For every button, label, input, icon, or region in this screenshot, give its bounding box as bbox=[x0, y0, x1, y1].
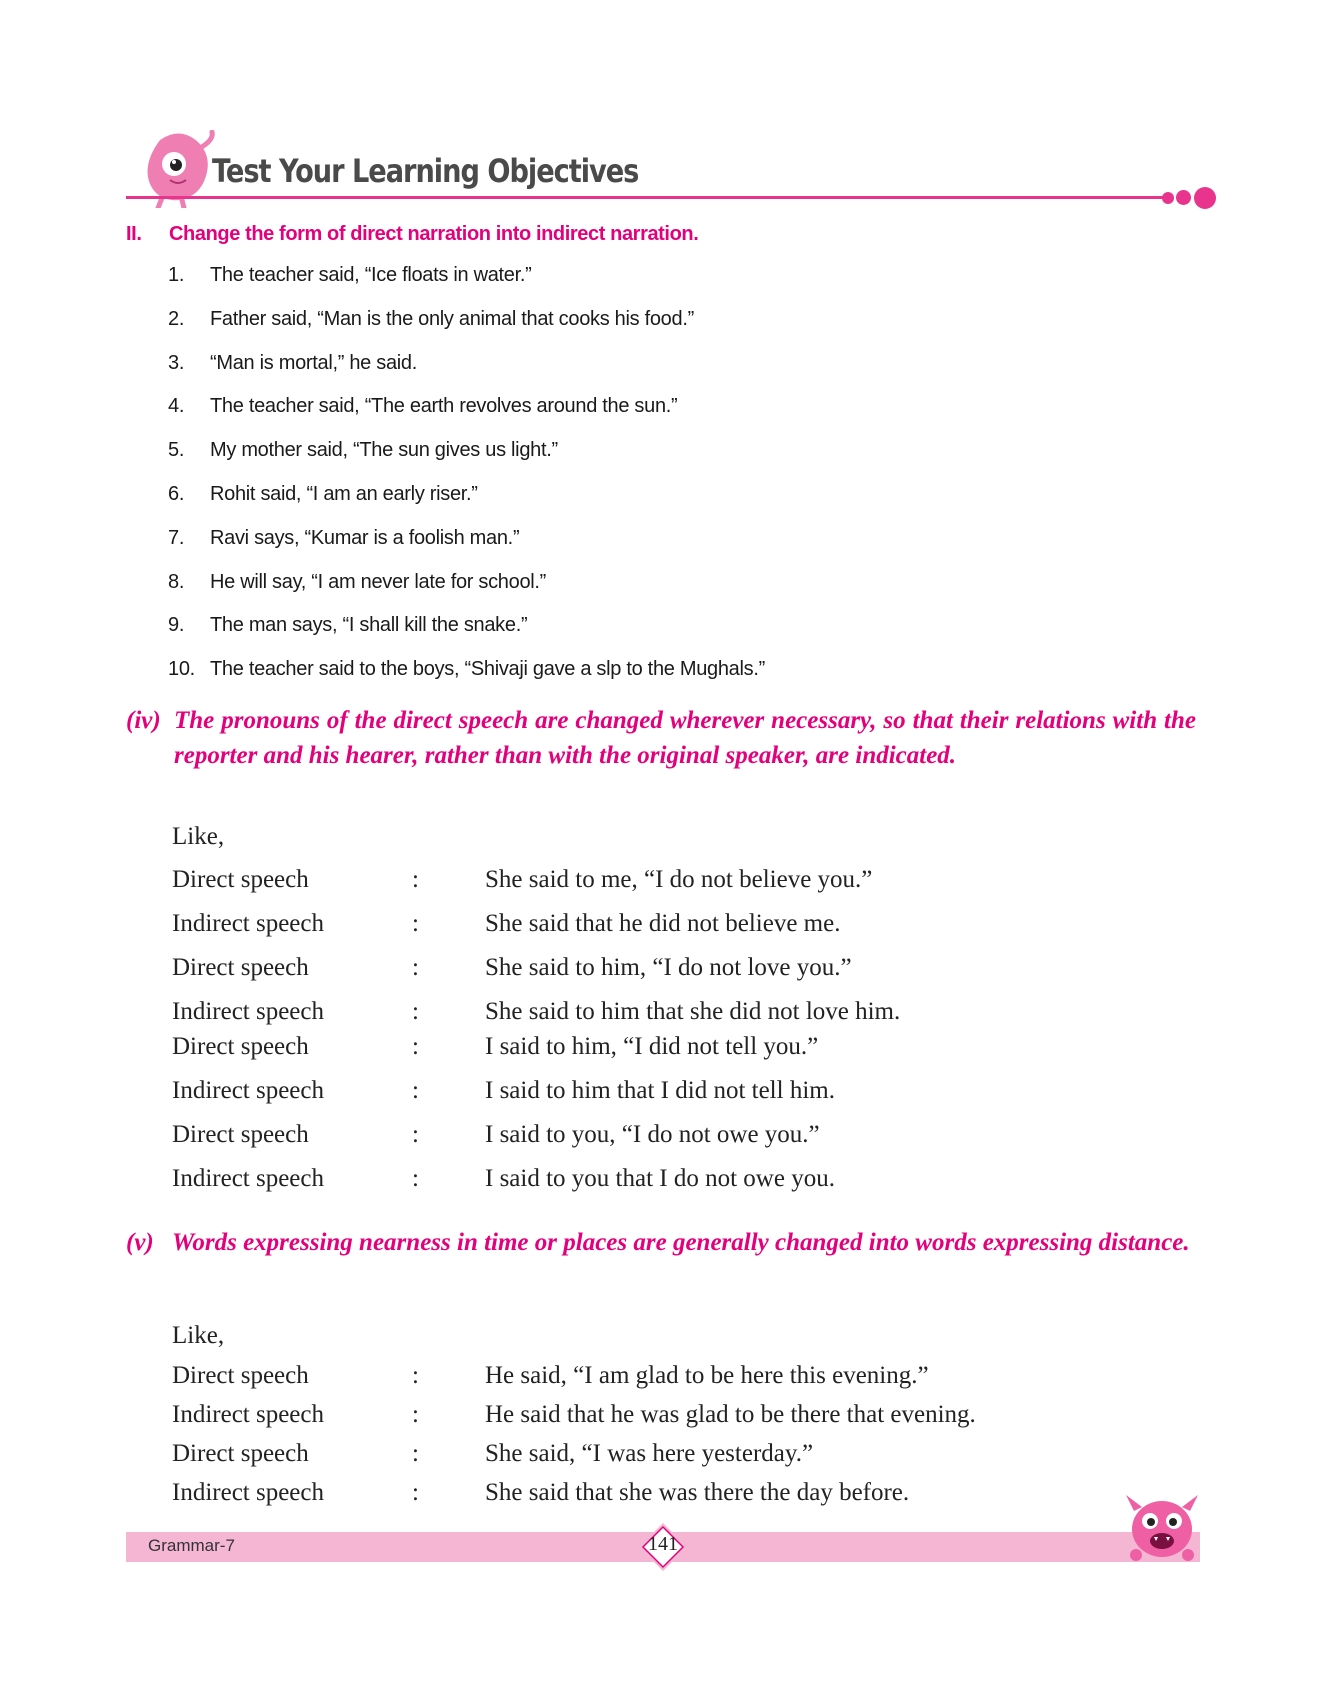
example-label: Indirect speech bbox=[172, 910, 325, 937]
example-label: Indirect speech bbox=[172, 1401, 325, 1428]
colon: : bbox=[412, 1121, 419, 1148]
colon: : bbox=[412, 954, 419, 981]
instruction-text: Change the form of direct narration into indirect narration. bbox=[169, 223, 699, 245]
example-label: Direct speech bbox=[172, 866, 309, 893]
colon: : bbox=[412, 866, 419, 893]
example-row bbox=[172, 1401, 1172, 1435]
list-item bbox=[168, 658, 968, 702]
item-text: He will say, “I am never late for school.” bbox=[210, 570, 547, 593]
monster-icon bbox=[1120, 1485, 1204, 1569]
example-label: Indirect speech bbox=[172, 998, 325, 1025]
page-number: 141 bbox=[648, 1533, 678, 1555]
example-row bbox=[172, 1440, 1172, 1474]
example-row bbox=[172, 910, 1172, 944]
exercise-number: II. bbox=[126, 223, 142, 245]
rule-text: Words expressing nearness in time or places are generally changed into words expressing distance. bbox=[172, 1229, 1190, 1256]
rule-number: (v) bbox=[126, 1229, 154, 1256]
list-item bbox=[168, 264, 968, 308]
item-number: 9. bbox=[168, 614, 185, 637]
header-dot bbox=[1194, 187, 1216, 209]
colon: : bbox=[412, 1033, 419, 1060]
rule-iv bbox=[126, 703, 1196, 773]
example-row bbox=[172, 998, 1172, 1032]
section-header bbox=[126, 120, 1196, 210]
book-title: Grammar-7 bbox=[148, 1536, 235, 1555]
question-list bbox=[168, 264, 968, 702]
item-number: 4. bbox=[168, 395, 185, 418]
item-number: 7. bbox=[168, 526, 185, 549]
item-number: 6. bbox=[168, 482, 185, 505]
example-sentence: She said, “I was here yesterday.” bbox=[485, 1440, 814, 1467]
item-text: The teacher said, “The earth revolves around the sun.” bbox=[210, 395, 678, 418]
colon: : bbox=[412, 998, 419, 1025]
header-title: Test Your Learning Objectives bbox=[212, 152, 639, 190]
example-label: Direct speech bbox=[172, 1362, 309, 1389]
item-number: 1. bbox=[168, 264, 185, 286]
item-number: 2. bbox=[168, 307, 185, 330]
example-row bbox=[172, 1121, 1172, 1155]
example-sentence: I said to you, “I do not owe you.” bbox=[485, 1121, 820, 1148]
item-text: The teacher said, “Ice floats in water.” bbox=[210, 264, 532, 286]
item-number: 8. bbox=[168, 570, 185, 593]
example-label: Direct speech bbox=[172, 1121, 309, 1148]
example-row bbox=[172, 1165, 1172, 1199]
header-dot bbox=[1176, 190, 1191, 205]
rule-v bbox=[126, 1225, 1196, 1260]
like-label: Like, bbox=[172, 823, 225, 850]
item-number: 3. bbox=[168, 351, 185, 374]
list-item bbox=[168, 439, 968, 483]
example-label: Indirect speech bbox=[172, 1165, 325, 1192]
list-item bbox=[168, 352, 968, 396]
item-text: My mother said, “The sun gives us light.” bbox=[210, 439, 558, 462]
header-dot bbox=[1162, 192, 1174, 204]
example-row bbox=[172, 954, 1172, 988]
example-row bbox=[172, 1033, 1172, 1067]
example-sentence: I said to him, “I did not tell you.” bbox=[485, 1033, 819, 1060]
example-row bbox=[172, 866, 1172, 900]
example-row bbox=[172, 1077, 1172, 1111]
item-text: The man says, “I shall kill the snake.” bbox=[210, 614, 528, 637]
item-text: Ravi says, “Kumar is a foolish man.” bbox=[210, 526, 520, 549]
colon: : bbox=[412, 1479, 419, 1506]
item-number: 5. bbox=[168, 439, 185, 462]
example-label: Direct speech bbox=[172, 1033, 309, 1060]
item-text: “Man is mortal,” he said. bbox=[210, 351, 418, 374]
colon: : bbox=[412, 1401, 419, 1428]
item-text: Rohit said, “I am an early riser.” bbox=[210, 482, 478, 505]
list-item bbox=[168, 614, 968, 658]
list-item bbox=[168, 527, 968, 571]
example-sentence: She said that he did not believe me. bbox=[485, 910, 841, 937]
example-label: Indirect speech bbox=[172, 1479, 325, 1506]
colon: : bbox=[412, 1077, 419, 1104]
example-sentence: I said to you that I do not owe you. bbox=[485, 1165, 835, 1192]
example-sentence: He said, “I am glad to be here this evening.” bbox=[485, 1362, 929, 1389]
rule-text: The pronouns of the direct speech are changed wherever necessary, so that their relations with the reporter and his hearer, rather than with the original speaker, are indicated. bbox=[174, 707, 1196, 769]
example-row bbox=[172, 1362, 1172, 1396]
colon: : bbox=[412, 1362, 419, 1389]
example-row bbox=[172, 1479, 1172, 1513]
exercise-instruction bbox=[126, 223, 698, 246]
colon: : bbox=[412, 910, 419, 937]
example-sentence: She said to me, “I do not believe you.” bbox=[485, 866, 873, 893]
colon: : bbox=[412, 1165, 419, 1192]
item-text: The teacher said to the boys, “Shivaji gave a slp to the Mughals.” bbox=[210, 658, 765, 681]
item-text: Father said, “Man is the only animal that cooks his food.” bbox=[210, 307, 694, 330]
list-item bbox=[168, 395, 968, 439]
header-rule bbox=[126, 196, 1166, 199]
list-item bbox=[168, 308, 968, 352]
list-item bbox=[168, 483, 968, 527]
rule-number: (iv) bbox=[126, 707, 161, 734]
example-sentence: He said that he was glad to be there that evening. bbox=[485, 1401, 976, 1428]
example-sentence: I said to him that I did not tell him. bbox=[485, 1077, 835, 1104]
item-number: 10. bbox=[168, 658, 195, 681]
example-label: Indirect speech bbox=[172, 1077, 325, 1104]
example-label: Direct speech bbox=[172, 954, 309, 981]
example-sentence: She said to him that she did not love him. bbox=[485, 998, 901, 1025]
like-label: Like, bbox=[172, 1322, 225, 1349]
colon: : bbox=[412, 1440, 419, 1467]
example-sentence: She said that she was there the day before. bbox=[485, 1479, 910, 1506]
example-sentence: She said to him, “I do not love you.” bbox=[485, 954, 852, 981]
example-label: Direct speech bbox=[172, 1440, 309, 1467]
list-item bbox=[168, 571, 968, 615]
